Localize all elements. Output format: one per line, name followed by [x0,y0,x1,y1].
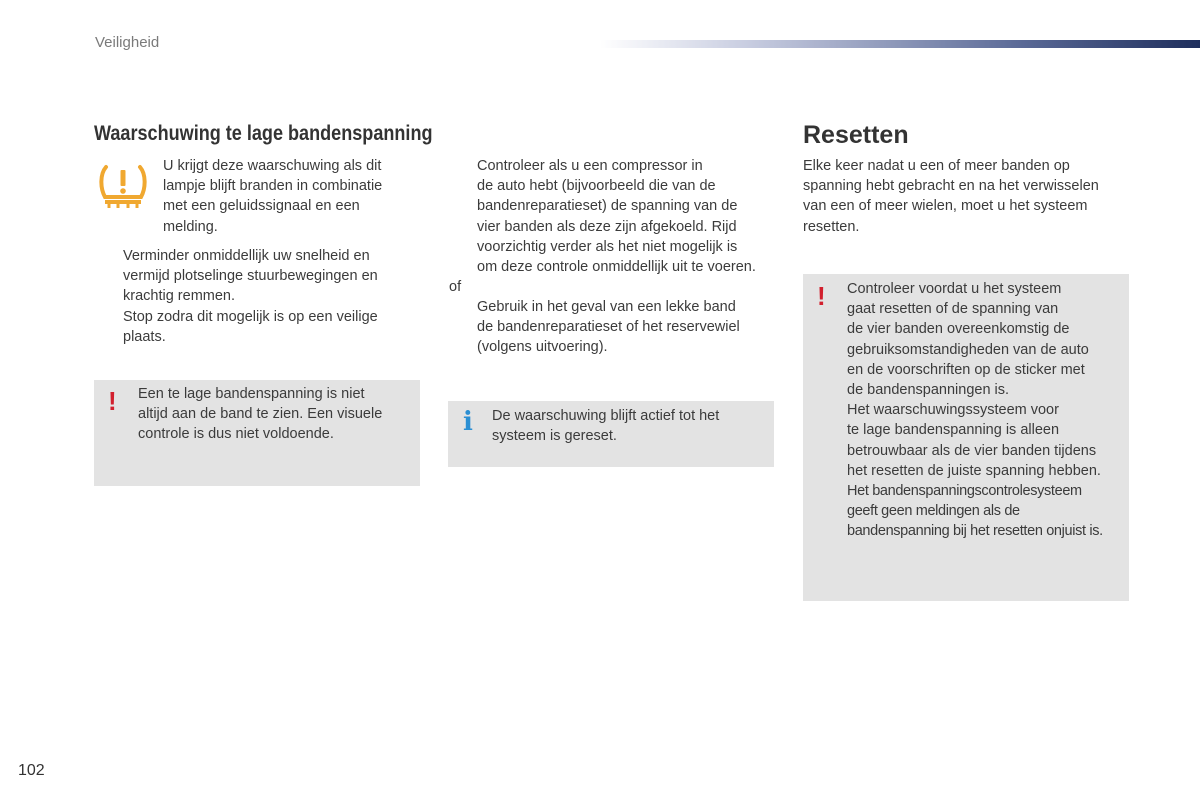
alert-text-right [847,279,1127,542]
bullet-line: om deze controle onmiddellijk uit te voeren. [477,259,756,276]
alert-line: Het waarschuwingssysteem voor [847,402,1059,419]
reset-intro-line: van een of meer wielen, moet u het systeem [803,198,1088,215]
info-text [492,406,767,446]
bullet-list-left [95,246,415,348]
bullet-line: de auto hebt (bijvoorbeeld die van de [477,178,716,195]
info-line: systeem is gereset. [492,428,617,445]
bullet-line: Controleer als u een compressor in [477,158,703,174]
reset-intro [803,156,1133,237]
bullet-line: de bandenreparatieset of het reservewiel [477,319,740,336]
bullet-line: plaats. [123,329,166,346]
alert-line: geeft geen meldingen als de [847,503,1020,520]
bullet-list-middle [449,156,779,358]
section-title-warning: Waarschuwing te lage bandenspanning [94,122,433,145]
bullet-item [449,297,779,358]
section-label: Veiligheid [95,34,160,51]
alert-line: gaat resetten of de spanning van [847,301,1059,318]
alert-line: de bandenspanningen is. [847,382,1010,399]
bullet-line: bandenreparatieset) de spanning van de [477,198,738,215]
alert-box-left [94,380,420,486]
alert-line: altijd aan de band te zien. Een visuele [138,406,383,423]
alert-line: gebruiksomstandigheden van de auto [847,341,1089,358]
bullet-item [449,156,779,277]
header-band [600,40,1200,48]
warning-intro-line: lampje blijft branden in combinatie [163,178,383,195]
reset-intro-line: resetten. [803,218,860,235]
info-line: De waarschuwing blijft actief tot het [492,408,720,424]
bullet-line: voorzichtig verder als het niet mogelijk is [477,238,738,255]
warning-intro-line: melding. [163,218,218,235]
page-number: 102 [18,762,45,779]
warning-intro-line: U krijgt deze waarschuwing als dit [163,158,382,174]
alert-line: Het bandenspanningscontrolesysteem [847,483,1082,500]
bullet-line: Gebruik in het geval van een lekke band [477,299,736,315]
alert-line: bandenspanning bij het resetten onjuist is. [847,523,1103,540]
alert-text-left [138,384,413,445]
alert-line: controle is dus niet voldoende. [138,426,334,443]
or-text: of [449,279,462,295]
alert-line: betrouwbaar als de vier banden tijdens [847,442,1097,459]
bullet-line: (volgens uitvoering). [477,339,608,356]
reset-intro-line: Elke keer nadat u een of meer banden op [803,158,1070,174]
exclamation-icon: ! [108,386,117,416]
bullet-line: krachtig remmen. [123,288,236,305]
bullet-line: Verminder onmiddellijk uw snelheid en [123,248,370,264]
exclamation-icon: ! [817,281,826,311]
bullet-item [95,307,415,348]
bullet-line: vermijd plotselinge stuurbewegingen en [123,268,378,285]
alert-line: te lage bandenspanning is alleen [847,422,1060,439]
alert-line: en de voorschriften op de sticker met [847,361,1085,378]
info-icon: i [463,407,473,437]
alert-box-right [803,274,1129,601]
reset-intro-line: spanning hebt gebracht en na het verwisselen [803,178,1099,195]
alert-line: de vier banden overeenkomstig de [847,321,1070,338]
alert-line: het resetten de juiste spanning hebben. [847,462,1101,479]
alert-line: Controleer voordat u het systeem [847,281,1062,297]
section-title-reset: Resetten [803,121,909,149]
warning-intro-line: met een geluidssignaal en een [163,198,360,215]
warning-intro [163,156,413,237]
alert-line: Een te lage bandenspanning is niet [138,386,365,402]
tire-pressure-warning-icon [96,162,150,212]
bullet-line: Stop zodra dit mogelijk is op een veilige [123,309,378,325]
bullet-line: vier banden als deze zijn afgekoeld. Rijd [477,218,737,235]
bullet-item [95,246,415,307]
info-box-middle [448,401,774,467]
